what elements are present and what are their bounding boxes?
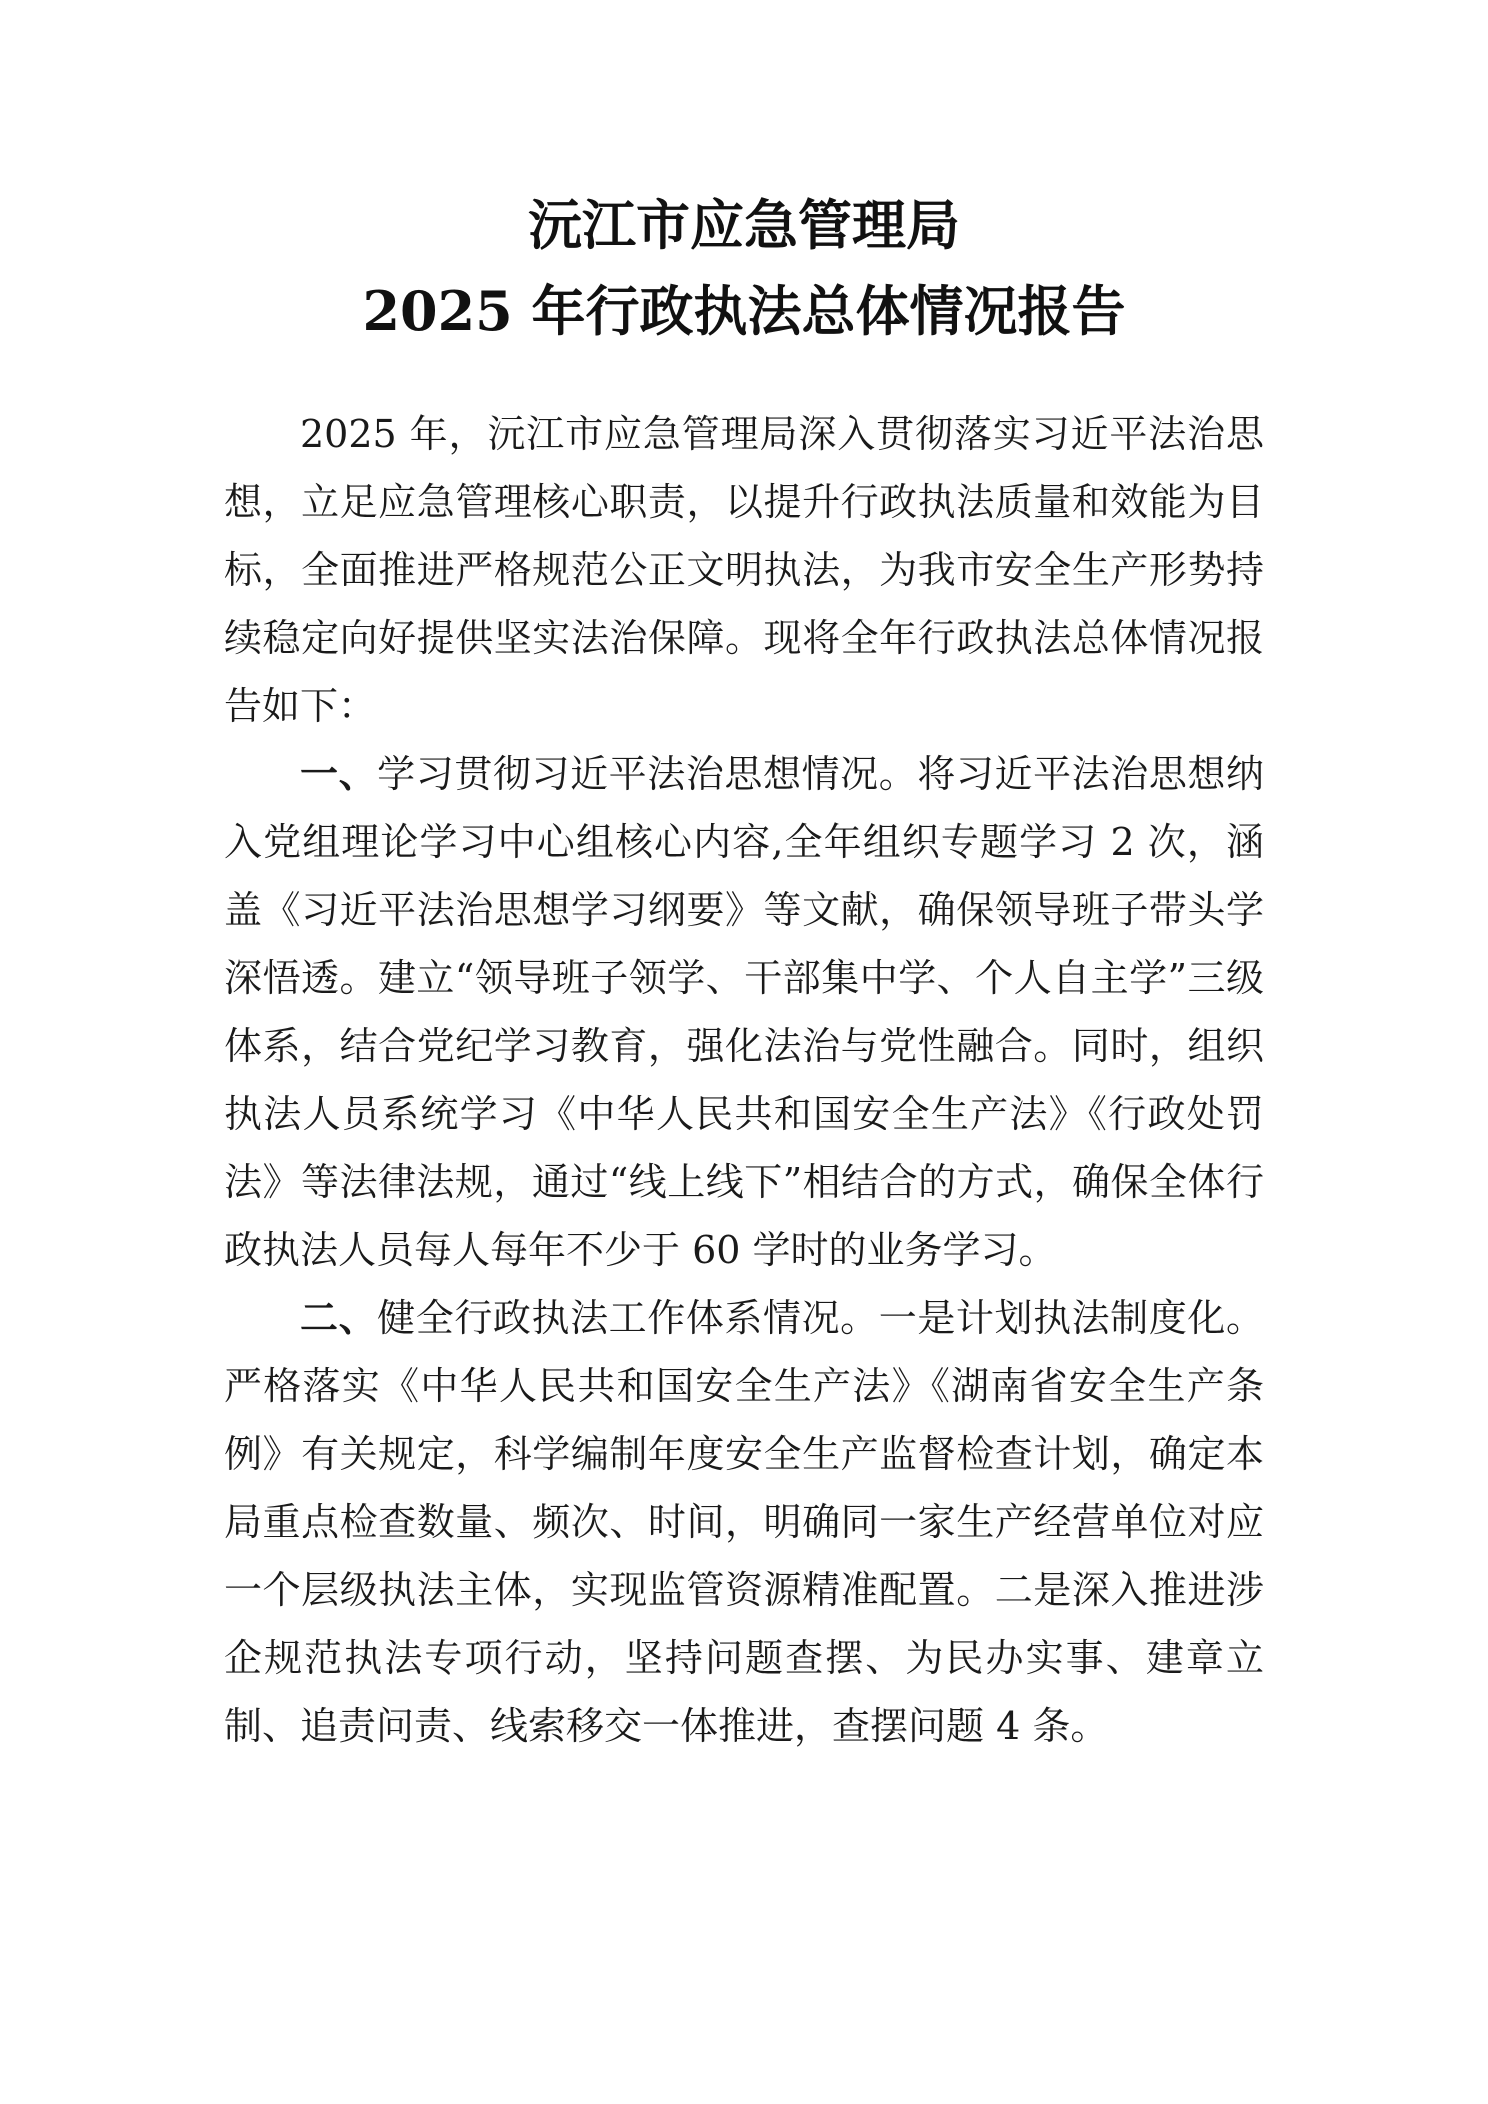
intro-text: 2025 年，沅江市应急管理局深入贯彻落实习近平法治思想，立足应急管理核心职责，以提升行政执法质量和效能为目标，全面推进严格规范公正文明执法，为我市安全生产形势持续稳定向好提供坚实法治保障。现将全年行政执法总体情况报告如下： (224, 412, 1264, 728)
section-two-number: 二、 (300, 1295, 378, 1340)
section-one-text: 学习贯彻习近平法治思想情况。将习近平法治思想纳入党组理论学习中心组核心内容,全年组织专题学习 2 次，涵盖《习近平法治思想学习纲要》等文献，确保领导班子带头学深悟透。建立“领导班子领学、干部集中学、个人自主学”三级体系，结合党纪学习教育，强化法治与党性融合。同时，组织执法人员系统学习《中华人民共和国安全生产法》《行政处罚法》等法律法规，通过“线上线下”相结合的方式，确保全体行政执法人员每人每年不少于 60 学时的业务学习。 (224, 752, 1264, 1272)
title-line-agency: 沅江市应急管理局 (528, 193, 960, 257)
title-line-report: 2025 年行政执法总体情况报告 (362, 279, 1126, 343)
document-body (224, 400, 1264, 1760)
section-two-paragraph (224, 1284, 1264, 1760)
document-title (0, 182, 1488, 354)
intro-paragraph (224, 400, 1264, 740)
section-one-paragraph (224, 740, 1264, 1284)
section-two-text: 健全行政执法工作体系情况。一是计划执法制度化。严格落实《中华人民共和国安全生产法》《湖南省安全生产条例》有关规定，科学编制年度安全生产监督检查计划，确定本局重点检查数量、频次、时间，明确同一家生产经营单位对应一个层级执法主体，实现监管资源精准配置。二是深入推进涉企规范执法专项行动，坚持问题查摆、为民办实事、建章立制、追责问责、线索移交一体推进，查摆问题 4 条。 (224, 1296, 1264, 1748)
section-one-number: 一、 (300, 751, 378, 796)
